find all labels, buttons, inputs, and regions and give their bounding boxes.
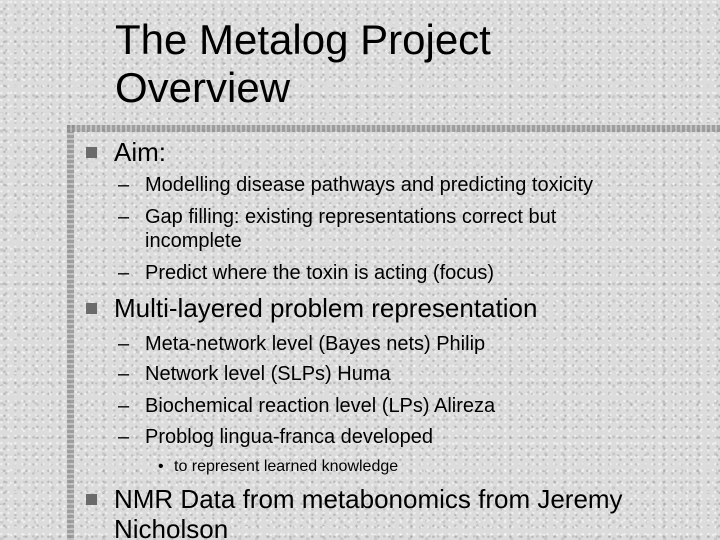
title-line-2: Overview	[115, 64, 291, 111]
sub-item-text: Network level (SLPs) Huma	[145, 363, 391, 385]
sub-item-text: Biochemical reaction level (LPs) Alireza	[145, 395, 496, 417]
sub-item-text: Predict where the toxin is acting (focus)	[145, 262, 495, 284]
dash-marker: –	[118, 206, 130, 228]
sub-item-text: Gap filling: existing representations correct but	[145, 206, 557, 228]
bullet-aim-label: Aim:	[114, 137, 166, 167]
sub-item-text: incomplete	[145, 230, 242, 252]
dash-marker: –	[118, 426, 130, 448]
dash-marker: –	[118, 333, 130, 355]
bullet-nmr-line2: Nicholson	[114, 514, 229, 540]
sub-item-text: Meta-network level (Bayes nets) Philip	[145, 333, 486, 355]
sub-sub-item-text: to represent learned knowledge	[174, 458, 399, 475]
bullet-multilayer-label: Multi-layered problem representation	[114, 293, 538, 323]
sub-item-text: Problog lingua-franca developed	[145, 426, 433, 448]
sub-item-text: Modelling disease pathways and predicting toxicity	[145, 174, 594, 196]
dash-marker: –	[118, 395, 130, 417]
dot-marker: •	[158, 458, 164, 475]
square-bullet-icon	[86, 147, 97, 158]
square-bullet-icon	[86, 494, 97, 505]
dash-marker: –	[118, 363, 130, 385]
dash-marker: –	[118, 262, 130, 284]
title-line-1: The Metalog Project	[115, 16, 491, 63]
square-bullet-icon	[86, 303, 97, 314]
bullet-nmr-line1: NMR Data from metabonomics from Jeremy	[114, 484, 623, 514]
dash-marker: –	[118, 174, 130, 196]
